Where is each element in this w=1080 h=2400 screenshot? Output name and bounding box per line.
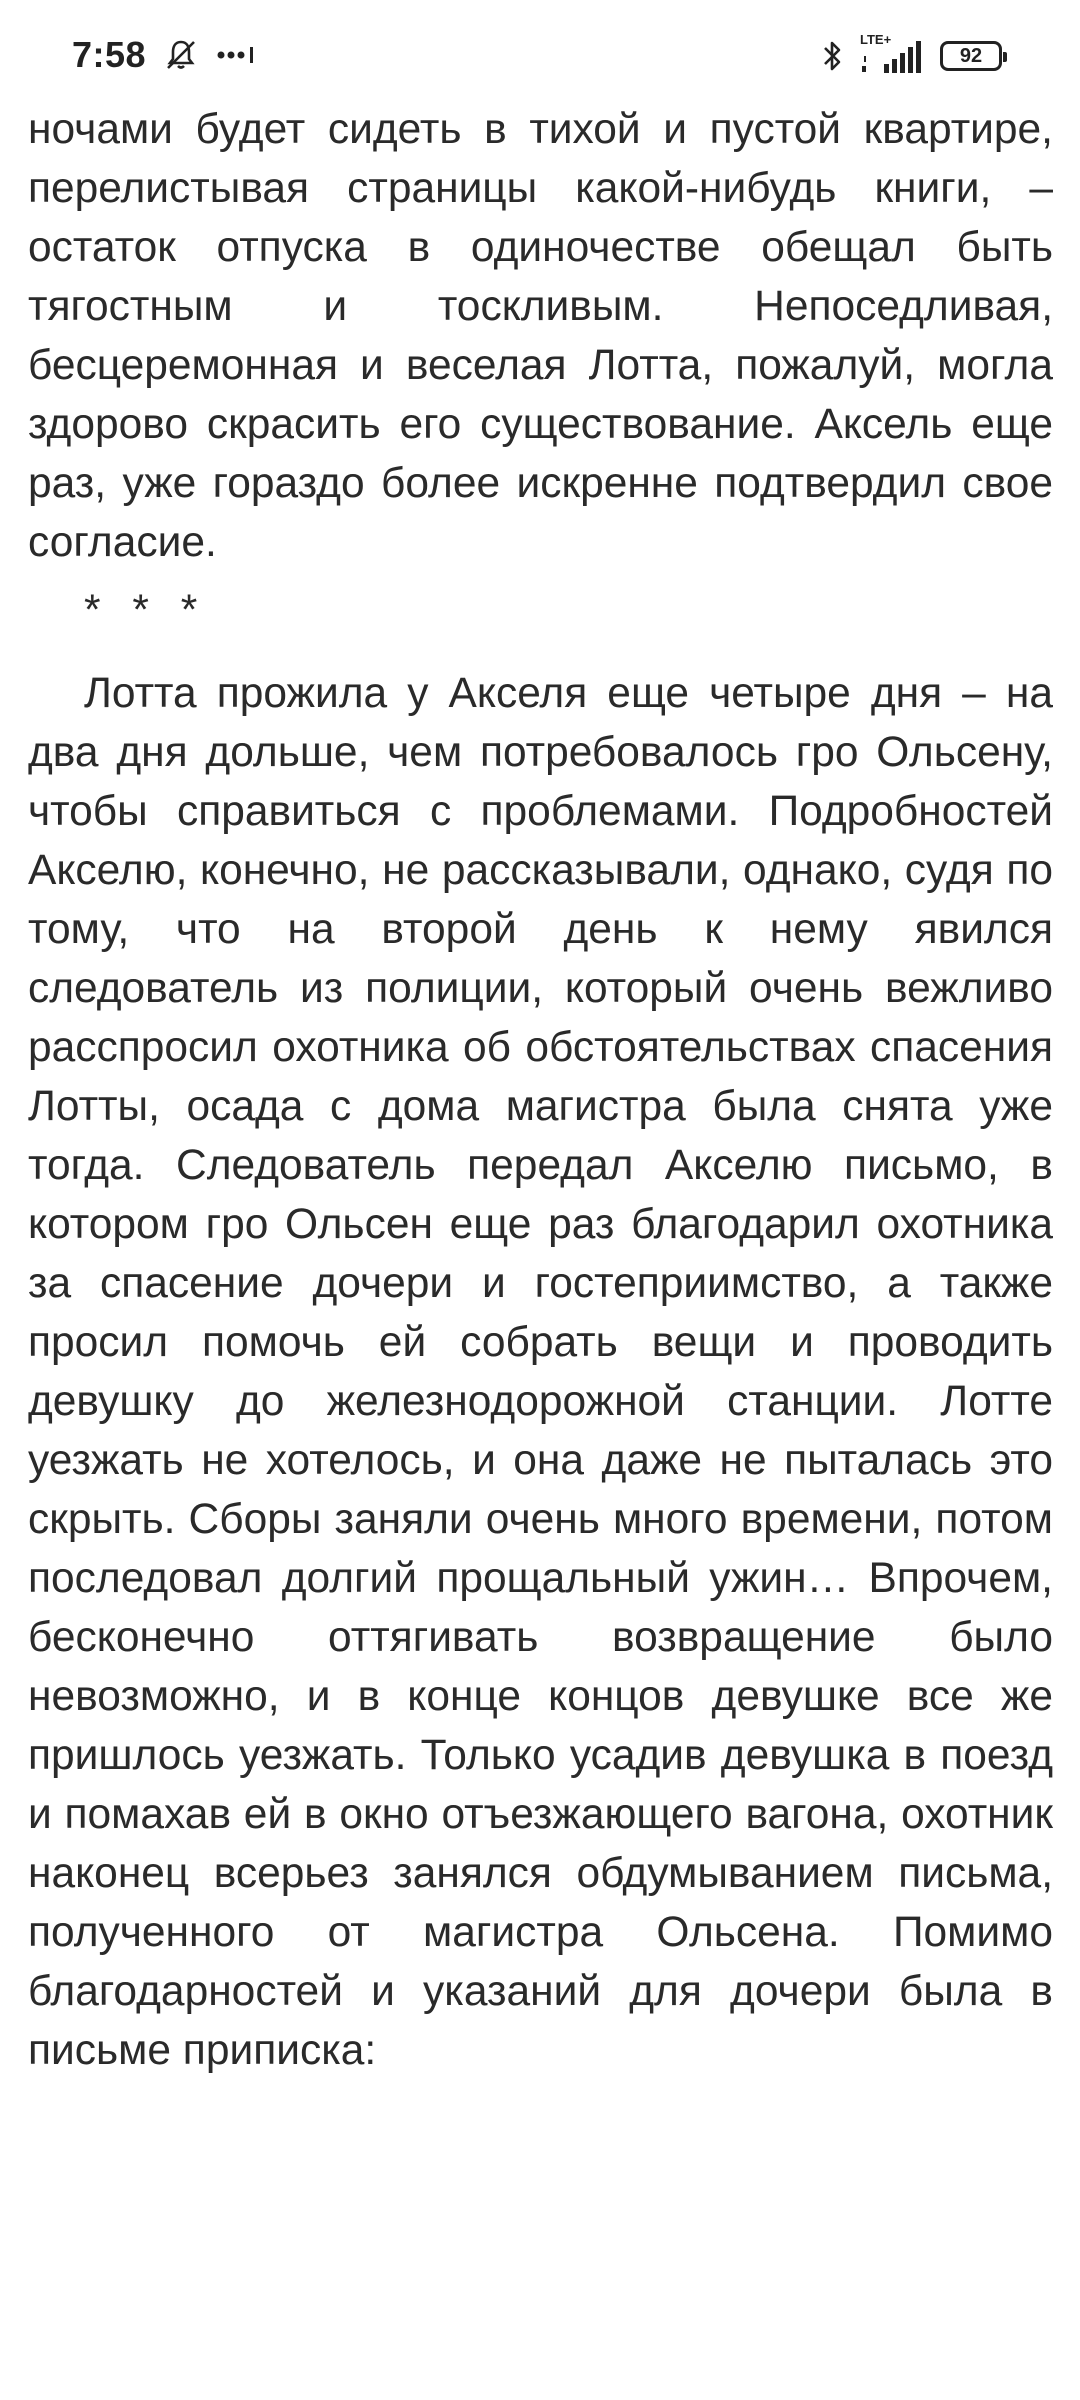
status-left [72, 34, 260, 76]
network-type: LTE+ [860, 32, 892, 47]
paragraph-1: ночами будет сидеть в тихой и пустой квартире, перелистывая страницы какой-нибудь книги, – остаток отпуска в одиночестве обещал быть тягостным и тоскливым. Непоседливая, бесцеремонная и веселая Лотта, пожалуй, могла здорово скрасить его существование. Аксель еще раз, уже гораздо более искренне подтвердил свое согласие. [28, 106, 1053, 566]
more-notifications-icon [216, 45, 260, 65]
cellular-signal-icon [860, 32, 924, 76]
section-separator: * * * [84, 587, 208, 634]
status-time: 7:58 [72, 34, 147, 75]
battery-indicator: 92 [940, 41, 1002, 71]
status-right [822, 32, 1002, 76]
paragraph-2: Лотта прожила у Акселя еще четыре дня – на два дня дольше, чем потребовалось гро Ольсену, чтобы справиться с проблемами. Подробностей Акселю, конечно, не рассказывали, однако, судя по тому, что на второй день к нему явился следователь из полиции, который очень вежливо расспросил охотника об обстоятельствах спасения Лотты, осада с дома магистра была снята уже тогда. Следователь передал Акселю письмо, в котором гро Ольсен еще раз благодарил охотника за спасение дочери и гостеприимство, а также просил помочь ей собрать вещи и проводить девушку до железнодорожной станции. Лотте уезжать не хотелось, и она даже не пыталась это скрыть. Сборы заняли очень много времени, потом последовал долгий прощальный ужин… Впрочем, бесконечно оттягивать возвращение было невозможно, и в конце концов девушке все же пришлось уезжать. Только усадив девушка в поезд и помахав ей в окно отъезжающего вагона, охотник наконец всерьез занялся обдумыванием письма, полученного от магистра Ольсена. Помимо благодарностей и указаний для дочери была в письме приписка: [28, 670, 1053, 2074]
bluetooth-icon [822, 39, 844, 73]
reader-page[interactable] [28, 100, 1053, 2080]
status-bar [0, 0, 1080, 110]
mute-bell-icon [164, 38, 198, 72]
